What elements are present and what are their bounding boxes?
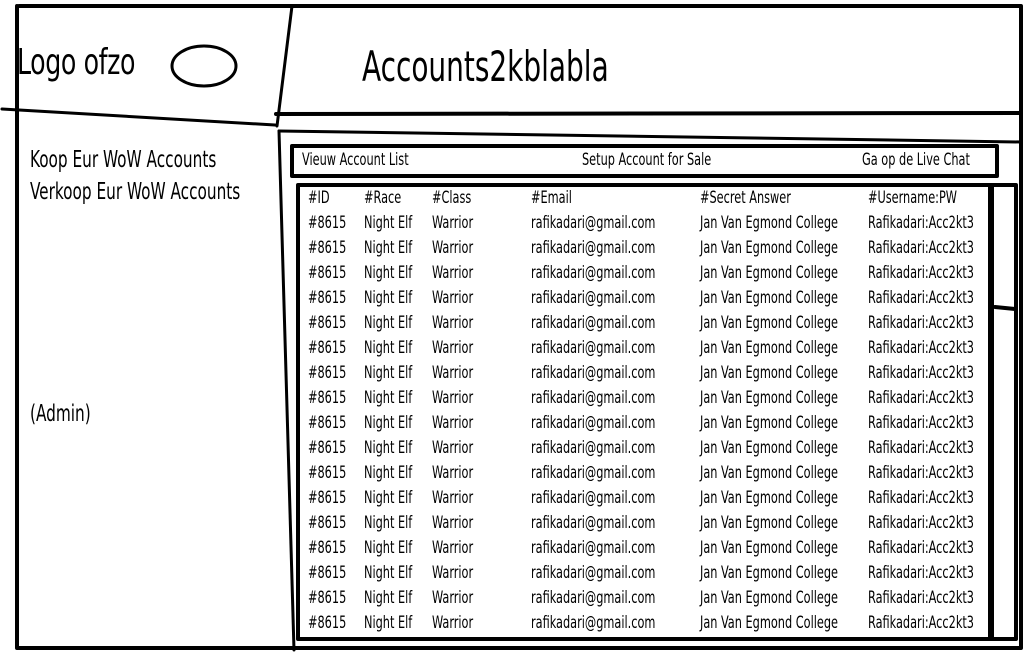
cell-id: #8615 — [308, 538, 347, 558]
cell-class: Warrior — [432, 488, 474, 508]
cell-secret-answer: Jan Van Egmond College — [700, 563, 838, 583]
cell-race: Night Elf — [364, 363, 413, 383]
cell-username-pw: Rafikadari:Acc2kt3 — [868, 388, 975, 408]
cell-id: #8615 — [308, 338, 347, 358]
cell-secret-answer: Jan Van Egmond College — [700, 613, 838, 633]
cell-username-pw: Rafikadari:Acc2kt3 — [868, 263, 975, 283]
cell-race: Night Elf — [364, 388, 413, 408]
cell-class: Warrior — [432, 388, 474, 408]
cell-id: #8615 — [308, 213, 347, 233]
cell-email: rafikadari@gmail.com — [531, 513, 656, 533]
cell-email: rafikadari@gmail.com — [531, 238, 656, 258]
cell-race: Night Elf — [364, 313, 413, 333]
cell-id: #8615 — [308, 488, 347, 508]
cell-username-pw: Rafikadari:Acc2kt3 — [868, 213, 975, 233]
cell-email: rafikadari@gmail.com — [531, 613, 656, 633]
nav-setup-account-for-sale[interactable]: Setup Account for Sale — [582, 150, 712, 170]
cell-username-pw: Rafikadari:Acc2kt3 — [868, 288, 975, 308]
cell-class: Warrior — [432, 438, 474, 458]
cell-id: #8615 — [308, 363, 347, 383]
cell-username-pw: Rafikadari:Acc2kt3 — [868, 613, 975, 633]
cell-race: Night Elf — [364, 513, 413, 533]
cell-id: #8615 — [308, 388, 347, 408]
cell-race: Night Elf — [364, 213, 413, 233]
cell-email: rafikadari@gmail.com — [531, 563, 656, 583]
cell-class: Warrior — [432, 538, 474, 558]
cell-secret-answer: Jan Van Egmond College — [700, 413, 838, 433]
cell-race: Night Elf — [364, 413, 413, 433]
cell-secret-answer: Jan Van Egmond College — [700, 338, 838, 358]
cell-race: Night Elf — [364, 488, 413, 508]
cell-username-pw: Rafikadari:Acc2kt3 — [868, 563, 975, 583]
cell-email: rafikadari@gmail.com — [531, 538, 656, 558]
cell-race: Night Elf — [364, 613, 413, 633]
cell-race: Night Elf — [364, 463, 413, 483]
cell-race: Night Elf — [364, 563, 413, 583]
cell-secret-answer: Jan Van Egmond College — [700, 288, 838, 308]
column-header-secret-answer[interactable]: #Secret Answer — [700, 188, 791, 208]
cell-id: #8615 — [308, 313, 347, 333]
cell-email: rafikadari@gmail.com — [531, 588, 656, 608]
cell-secret-answer: Jan Van Egmond College — [700, 488, 838, 508]
cell-email: rafikadari@gmail.com — [531, 363, 656, 383]
cell-username-pw: Rafikadari:Acc2kt3 — [868, 588, 975, 608]
cell-email: rafikadari@gmail.com — [531, 438, 656, 458]
cell-id: #8615 — [308, 513, 347, 533]
cell-secret-answer: Jan Van Egmond College — [700, 513, 838, 533]
column-header-email[interactable]: #Email — [531, 188, 572, 208]
table-scrollbar-thumb[interactable] — [995, 187, 1014, 307]
cell-class: Warrior — [432, 588, 474, 608]
cell-class: Warrior — [432, 263, 474, 283]
cell-email: rafikadari@gmail.com — [531, 263, 656, 283]
cell-secret-answer: Jan Van Egmond College — [700, 388, 838, 408]
cell-username-pw: Rafikadari:Acc2kt3 — [868, 488, 975, 508]
cell-race: Night Elf — [364, 338, 413, 358]
cell-username-pw: Rafikadari:Acc2kt3 — [868, 313, 975, 333]
column-header-id[interactable]: #ID — [308, 188, 330, 208]
cell-username-pw: Rafikadari:Acc2kt3 — [868, 238, 975, 258]
cell-email: rafikadari@gmail.com — [531, 488, 656, 508]
cell-class: Warrior — [432, 313, 474, 333]
sidebar-admin-label[interactable]: (Admin) — [30, 401, 91, 427]
cell-secret-answer: Jan Van Egmond College — [700, 588, 838, 608]
cell-username-pw: Rafikadari:Acc2kt3 — [868, 463, 975, 483]
cell-secret-answer: Jan Van Egmond College — [700, 313, 838, 333]
cell-username-pw: Rafikadari:Acc2kt3 — [868, 338, 975, 358]
cell-secret-answer: Jan Van Egmond College — [700, 363, 838, 383]
cell-id: #8615 — [308, 413, 347, 433]
sidebar-item-sell-accounts[interactable]: Verkoop Eur WoW Accounts — [30, 179, 241, 205]
cell-class: Warrior — [432, 213, 474, 233]
cell-email: rafikadari@gmail.com — [531, 463, 656, 483]
cell-secret-answer: Jan Van Egmond College — [700, 263, 838, 283]
cell-id: #8615 — [308, 438, 347, 458]
cell-secret-answer: Jan Van Egmond College — [700, 538, 838, 558]
cell-class: Warrior — [432, 238, 474, 258]
cell-id: #8615 — [308, 588, 347, 608]
cell-username-pw: Rafikadari:Acc2kt3 — [868, 363, 975, 383]
cell-username-pw: Rafikadari:Acc2kt3 — [868, 438, 975, 458]
logo-text: Logo ofzo — [17, 42, 136, 83]
cell-race: Night Elf — [364, 263, 413, 283]
cell-race: Night Elf — [364, 288, 413, 308]
cell-id: #8615 — [308, 563, 347, 583]
column-header-race[interactable]: #Race — [364, 188, 402, 208]
cell-email: rafikadari@gmail.com — [531, 313, 656, 333]
sidebar-item-buy-accounts[interactable]: Koop Eur WoW Accounts — [30, 147, 217, 173]
column-header-username-pw[interactable]: #Username:PW — [868, 188, 957, 208]
cell-secret-answer: Jan Van Egmond College — [700, 213, 838, 233]
cell-race: Night Elf — [364, 238, 413, 258]
cell-id: #8615 — [308, 613, 347, 633]
cell-id: #8615 — [308, 288, 347, 308]
cell-id: #8615 — [308, 463, 347, 483]
column-header-class[interactable]: #Class — [432, 188, 472, 208]
nav-view-account-list[interactable]: Vieuw Account List — [302, 150, 409, 170]
cell-race: Night Elf — [364, 438, 413, 458]
cell-id: #8615 — [308, 263, 347, 283]
cell-secret-answer: Jan Van Egmond College — [700, 463, 838, 483]
nav-live-chat[interactable]: Ga op de Live Chat — [862, 150, 970, 170]
cell-class: Warrior — [432, 463, 474, 483]
cell-email: rafikadari@gmail.com — [531, 388, 656, 408]
cell-secret-answer: Jan Van Egmond College — [700, 238, 838, 258]
cell-secret-answer: Jan Van Egmond College — [700, 438, 838, 458]
cell-username-pw: Rafikadari:Acc2kt3 — [868, 538, 975, 558]
cell-class: Warrior — [432, 288, 474, 308]
cell-race: Night Elf — [364, 538, 413, 558]
site-title: Accounts2kblabla — [362, 42, 609, 91]
cell-email: rafikadari@gmail.com — [531, 338, 656, 358]
cell-class: Warrior — [432, 513, 474, 533]
cell-id: #8615 — [308, 238, 347, 258]
cell-race: Night Elf — [364, 588, 413, 608]
cell-username-pw: Rafikadari:Acc2kt3 — [868, 413, 975, 433]
cell-email: rafikadari@gmail.com — [531, 288, 656, 308]
cell-class: Warrior — [432, 363, 474, 383]
cell-class: Warrior — [432, 413, 474, 433]
cell-username-pw: Rafikadari:Acc2kt3 — [868, 513, 975, 533]
cell-class: Warrior — [432, 338, 474, 358]
cell-email: rafikadari@gmail.com — [531, 213, 656, 233]
logo-placeholder-icon — [168, 42, 240, 90]
cell-class: Warrior — [432, 563, 474, 583]
cell-email: rafikadari@gmail.com — [531, 413, 656, 433]
cell-class: Warrior — [432, 613, 474, 633]
